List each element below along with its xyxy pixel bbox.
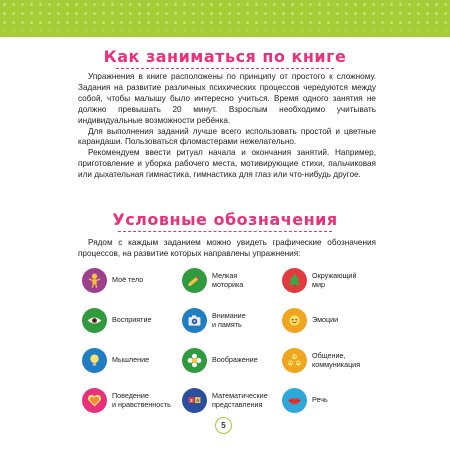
tree-icon <box>282 268 307 293</box>
legend-label: Математические представления <box>212 391 268 409</box>
legend-label: Воображение <box>212 355 258 365</box>
legend-label: Общение, коммуникация <box>312 351 361 369</box>
sun-face-icon <box>282 308 307 333</box>
legend-label: Окружающий мир <box>312 271 357 289</box>
legend-item-perception <box>82 308 152 333</box>
legend-label: Внимание и память <box>212 311 246 329</box>
paragraph: Упражнения в книге расположены по принципу от простого к сложному. Задания на развитие различных психических процессов чередуются между собой, чтобы малышу было интересно учиться. Время одного занятия не должно превышать 20 минут. Взрослым необходимо учитывать индивидуальные возможности ребёнка. <box>78 72 376 125</box>
legend-label: Речь <box>312 395 328 405</box>
legend-item-math <box>182 388 268 413</box>
title-underline <box>118 231 332 232</box>
paragraph: Рядом с каждым заданием можно увидеть графические обозначения процессов, на развитие которых направлены упражнения: <box>78 238 376 258</box>
legend-item-attention <box>182 308 246 333</box>
header-band <box>0 0 450 37</box>
eye-icon <box>82 308 107 333</box>
legend-item-emotions <box>282 308 338 333</box>
lips-icon <box>282 388 307 413</box>
camera-icon <box>182 308 207 333</box>
how-to-study-text <box>78 72 376 181</box>
pencil-icon <box>182 268 207 293</box>
faces-icon <box>282 348 307 373</box>
legend-item-imagination <box>182 348 258 373</box>
legend-label: Мелкая моторика <box>212 271 244 289</box>
legend-item-body <box>82 268 143 293</box>
svg-text:А: А <box>196 398 200 404</box>
body-icon <box>82 268 107 293</box>
legend-item-fine-motor <box>182 268 243 293</box>
paragraph: Для выполнения заданий лучше всего использовать простой и цветные карандаши. Пользоваться фломастерами нежелательно. <box>78 126 376 147</box>
legend-label: Мышление <box>112 355 150 365</box>
legend-item-communication <box>282 348 360 373</box>
section-title-how-to-study: Как заниматься по книге <box>103 47 347 66</box>
flower-icon <box>182 348 207 373</box>
legend-intro-text <box>78 238 376 260</box>
legend-item-thinking <box>82 348 149 373</box>
svg-text:3: 3 <box>189 398 193 404</box>
legend-label: Моё тело <box>112 275 144 285</box>
title-underline <box>116 68 334 69</box>
section-title-legend: Условные обозначения <box>112 210 338 229</box>
lightbulb-icon <box>82 348 107 373</box>
page-number: 5 <box>215 417 232 434</box>
legend-item-behavior <box>82 388 171 413</box>
paragraph: Рекомендуем ввести ритуал начала и окончания занятий. Например, приготовление и уборка рабочего места, мотивирующие стихи, пальчиковая или дыхательная гимнастика, гимнастика для глаз или что-нибудь другое. <box>78 148 376 180</box>
heart-icon <box>82 388 107 413</box>
legend-item-speech <box>282 388 328 413</box>
legend-item-world <box>282 268 356 293</box>
legend-label: Восприятие <box>112 315 152 325</box>
number-blocks-icon <box>182 388 207 413</box>
legend-label: Поведение и нравственность <box>112 391 171 409</box>
legend-label: Эмоции <box>312 315 339 325</box>
